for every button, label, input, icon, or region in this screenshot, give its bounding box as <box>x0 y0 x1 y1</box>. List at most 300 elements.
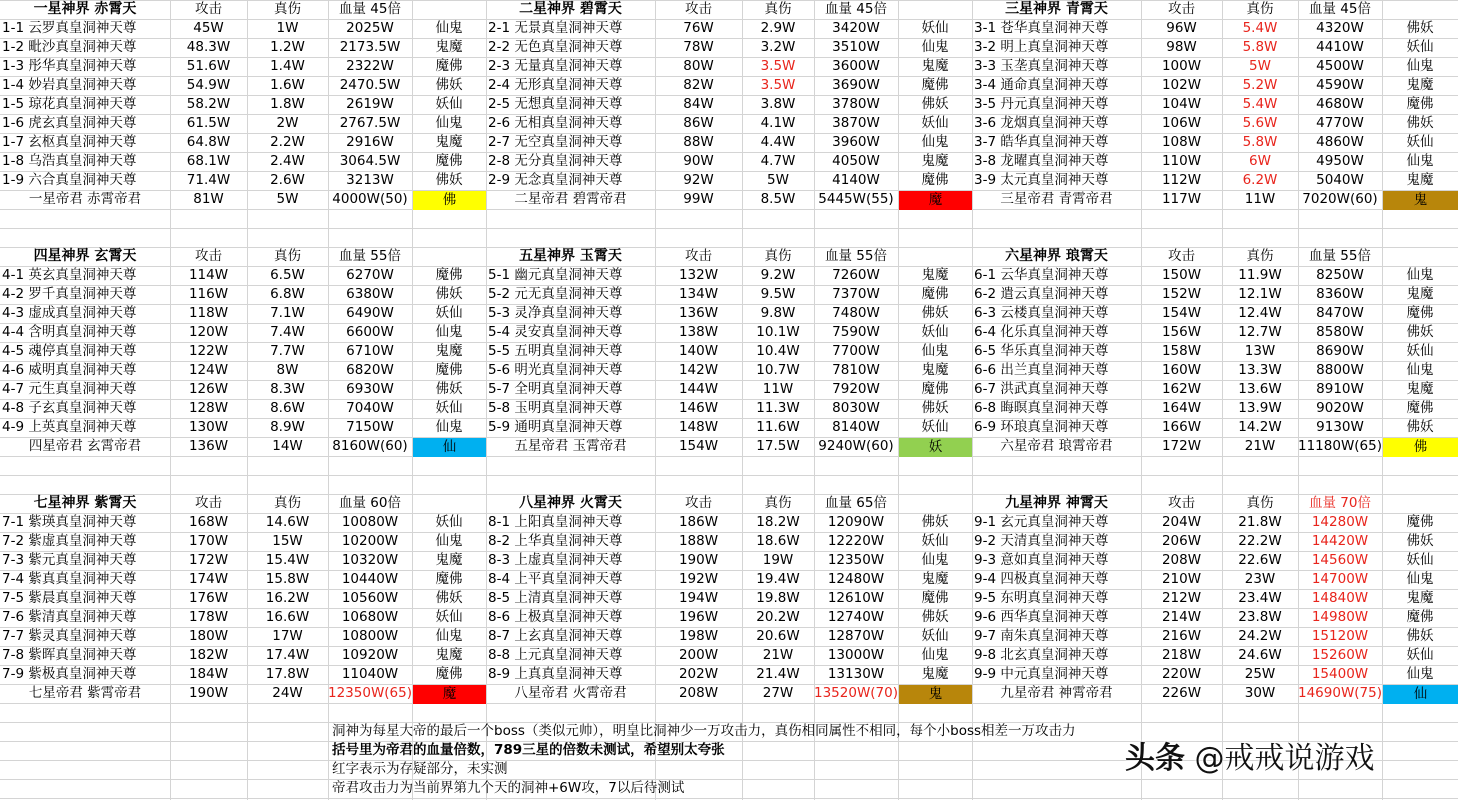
attribute-cell[interactable]: 鬼魔 <box>435 39 463 55</box>
boss-name-cell[interactable]: 5-2 元无真皇洞神天尊 <box>488 286 623 302</box>
emperor-true-damage-cell[interactable]: 17.5W <box>756 438 800 454</box>
boss-name-cell[interactable]: 8-5 上清真皇洞神天尊 <box>488 590 623 606</box>
boss-name-cell[interactable]: 7-7 紫灵真皇洞神天尊 <box>2 628 137 644</box>
hp-cell[interactable]: 8690W <box>1316 343 1364 359</box>
true-damage-cell[interactable]: 2.4W <box>270 153 305 169</box>
hp-cell[interactable]: 12740W <box>827 609 885 625</box>
attack-cell[interactable]: 158W <box>1161 343 1202 359</box>
true-damage-cell[interactable]: 16.6W <box>265 609 310 625</box>
true-damage-cell[interactable]: 13.6W <box>1238 381 1282 397</box>
true-damage-cell[interactable]: 6W <box>1249 153 1271 169</box>
attribute-cell[interactable]: 鬼魔 <box>435 134 463 150</box>
boss-name-cell[interactable]: 5-8 玉明真皇洞神天尊 <box>488 400 623 416</box>
attribute-cell[interactable]: 鬼魔 <box>1406 77 1434 93</box>
true-damage-cell[interactable]: 13.3W <box>1238 362 1282 378</box>
emperor-attack-cell[interactable]: 208W <box>678 685 719 701</box>
hp-cell[interactable]: 2916W <box>346 134 394 150</box>
hp-cell[interactable]: 12610W <box>827 590 885 606</box>
attack-cell[interactable]: 150W <box>1161 267 1202 283</box>
header-hp[interactable]: 血量 70倍 <box>1309 495 1371 511</box>
attribute-cell[interactable]: 佛妖 <box>921 305 949 321</box>
header-true-damage[interactable]: 真伤 <box>764 248 792 264</box>
attack-cell[interactable]: 110W <box>1161 153 1202 169</box>
hp-cell[interactable]: 12480W <box>827 571 885 587</box>
attack-cell[interactable]: 216W <box>1161 628 1202 644</box>
boss-name-cell[interactable]: 6-9 环琅真皇洞神天尊 <box>974 419 1109 435</box>
attack-cell[interactable]: 104W <box>1161 96 1202 112</box>
boss-name-cell[interactable]: 7-9 紫极真皇洞神天尊 <box>2 666 137 682</box>
true-damage-cell[interactable]: 17.8W <box>265 666 310 682</box>
boss-name-cell[interactable]: 9-4 四极真皇洞神天尊 <box>974 571 1109 587</box>
boss-name-cell[interactable]: 3-3 玉垄真皇洞神天尊 <box>974 58 1109 74</box>
emperor-hp-cell[interactable]: 11180W(65) <box>1298 438 1382 454</box>
attack-cell[interactable]: 180W <box>188 628 229 644</box>
hp-cell[interactable]: 4050W <box>832 153 880 169</box>
header-true-damage[interactable]: 真伤 <box>274 1 301 17</box>
attack-cell[interactable]: 212W <box>1161 590 1202 606</box>
boss-name-cell[interactable]: 2-7 无空真皇洞神天尊 <box>488 134 623 150</box>
hp-cell[interactable]: 12090W <box>827 514 885 530</box>
hp-cell[interactable]: 6270W <box>346 267 394 283</box>
boss-name-cell[interactable]: 5-5 五明真皇洞神天尊 <box>488 343 623 359</box>
boss-name-cell[interactable]: 8-4 上平真皇洞神天尊 <box>488 571 623 587</box>
attribute-cell[interactable]: 佛妖 <box>1406 324 1434 340</box>
attribute-cell[interactable]: 妖仙 <box>921 324 949 340</box>
hp-cell[interactable]: 10440W <box>341 571 399 587</box>
hp-cell[interactable]: 8140W <box>832 419 880 435</box>
true-damage-cell[interactable]: 2.9W <box>760 20 796 36</box>
true-damage-cell[interactable]: 12.4W <box>1238 305 1282 321</box>
true-damage-cell[interactable]: 15.4W <box>265 552 310 568</box>
attribute-cell[interactable]: 佛妖 <box>1406 20 1434 36</box>
attack-cell[interactable]: 78W <box>683 39 714 55</box>
attribute-cell[interactable]: 妖仙 <box>1406 343 1434 359</box>
attack-cell[interactable]: 106W <box>1161 115 1202 131</box>
emperor-true-damage-cell[interactable]: 21W <box>1244 438 1276 454</box>
true-damage-cell[interactable]: 5.8W <box>1242 134 1278 150</box>
attribute-cell[interactable]: 魔佛 <box>435 58 463 74</box>
attack-cell[interactable]: 166W <box>1161 419 1202 435</box>
attribute-cell[interactable]: 魔佛 <box>435 362 463 378</box>
emperor-name-cell[interactable]: 四星帝君 玄霄帝君 <box>28 438 142 454</box>
hp-cell[interactable]: 14700W <box>1311 571 1369 587</box>
block-title[interactable]: 九星神界 神霄天 <box>1005 495 1108 511</box>
emperor-true-damage-cell[interactable]: 27W <box>762 685 794 701</box>
header-hp[interactable]: 血量 45倍 <box>339 1 401 17</box>
attack-cell[interactable]: 61.5W <box>186 115 231 131</box>
attribute-cell[interactable]: 妖仙 <box>435 400 463 416</box>
boss-name-cell[interactable]: 3-2 明上真皇洞神天尊 <box>974 39 1109 55</box>
attack-cell[interactable]: 160W <box>1161 362 1202 378</box>
hp-cell[interactable]: 3780W <box>832 96 880 112</box>
emperor-hp-cell[interactable]: 8160W(60) <box>332 438 408 454</box>
boss-name-cell[interactable]: 3-4 通命真皇洞神天尊 <box>974 77 1109 93</box>
emperor-attribute-cell[interactable]: 妖 <box>899 438 972 457</box>
hp-cell[interactable]: 8800W <box>1316 362 1364 378</box>
attack-cell[interactable]: 172W <box>188 552 229 568</box>
attack-cell[interactable]: 198W <box>678 628 719 644</box>
hp-cell[interactable]: 2767.5W <box>339 115 401 131</box>
hp-cell[interactable]: 7370W <box>832 286 880 302</box>
true-damage-cell[interactable]: 8W <box>276 362 299 378</box>
boss-name-cell[interactable]: 4-9 上英真皇洞神天尊 <box>2 419 137 435</box>
true-damage-cell[interactable]: 22.6W <box>1238 552 1282 568</box>
boss-name-cell[interactable]: 4-1 英玄真皇洞神天尊 <box>2 267 137 283</box>
header-hp[interactable]: 血量 55倍 <box>1309 248 1371 264</box>
boss-name-cell[interactable]: 6-8 晦暝真皇洞神天尊 <box>974 400 1109 416</box>
block-title[interactable]: 三星神界 青霄天 <box>1005 1 1108 17</box>
attack-cell[interactable]: 76W <box>683 20 714 36</box>
true-damage-cell[interactable]: 14.2W <box>1238 419 1282 435</box>
boss-name-cell[interactable]: 4-5 魂停真皇洞神天尊 <box>2 343 137 359</box>
attack-cell[interactable]: 45W <box>193 20 224 36</box>
attack-cell[interactable]: 178W <box>188 609 229 625</box>
boss-name-cell[interactable]: 1-7 玄枢真皇洞神天尊 <box>2 134 137 150</box>
attack-cell[interactable]: 220W <box>1161 666 1202 682</box>
boss-name-cell[interactable]: 4-4 含明真皇洞神天尊 <box>2 324 137 340</box>
attack-cell[interactable]: 202W <box>678 666 719 682</box>
hp-cell[interactable]: 6710W <box>346 343 394 359</box>
attack-cell[interactable]: 108W <box>1161 134 1202 150</box>
attribute-cell[interactable]: 仙鬼 <box>1406 267 1434 283</box>
hp-cell[interactable]: 15400W <box>1311 666 1369 682</box>
attribute-cell[interactable]: 佛妖 <box>921 514 949 530</box>
attribute-cell[interactable]: 魔佛 <box>921 286 949 302</box>
boss-name-cell[interactable]: 9-7 南朱真皇洞神天尊 <box>974 628 1109 644</box>
true-damage-cell[interactable]: 21W <box>762 647 794 663</box>
boss-name-cell[interactable]: 2-8 无分真皇洞神天尊 <box>488 153 623 169</box>
header-true-damage[interactable]: 真伤 <box>764 495 792 511</box>
emperor-hp-cell[interactable]: 14690W(75) <box>1298 685 1382 701</box>
attribute-cell[interactable]: 仙鬼 <box>921 552 949 568</box>
header-attack[interactable]: 攻击 <box>195 495 222 511</box>
hp-cell[interactable]: 10080W <box>341 514 399 530</box>
attribute-cell[interactable]: 鬼魔 <box>921 58 949 74</box>
attribute-cell[interactable]: 鬼魔 <box>435 552 463 568</box>
true-damage-cell[interactable]: 5W <box>1249 58 1271 74</box>
header-hp[interactable]: 血量 65倍 <box>825 495 887 511</box>
header-true-damage[interactable]: 真伤 <box>274 495 301 511</box>
attribute-cell[interactable]: 佛妖 <box>1406 419 1434 435</box>
attack-cell[interactable]: 122W <box>188 343 229 359</box>
emperor-attack-cell[interactable]: 81W <box>193 191 224 207</box>
attack-cell[interactable]: 84W <box>683 96 714 112</box>
hp-cell[interactable]: 7260W <box>832 267 880 283</box>
attack-cell[interactable]: 206W <box>1161 533 1202 549</box>
header-true-damage[interactable]: 真伤 <box>1246 248 1274 264</box>
hp-cell[interactable]: 2322W <box>346 58 394 74</box>
boss-name-cell[interactable]: 3-7 皓华真皇洞神天尊 <box>974 134 1109 150</box>
boss-name-cell[interactable]: 9-2 天清真皇洞神天尊 <box>974 533 1109 549</box>
boss-name-cell[interactable]: 2-6 无相真皇洞神天尊 <box>488 115 623 131</box>
true-damage-cell[interactable]: 21.8W <box>1238 514 1282 530</box>
attribute-cell[interactable]: 魔佛 <box>921 77 949 93</box>
true-damage-cell[interactable]: 11.9W <box>1238 267 1282 283</box>
attribute-cell[interactable]: 仙鬼 <box>1406 362 1434 378</box>
attribute-cell[interactable]: 妖仙 <box>921 419 949 435</box>
header-true-damage[interactable]: 真伤 <box>1246 495 1274 511</box>
header-hp[interactable]: 血量 55倍 <box>339 248 401 264</box>
hp-cell[interactable]: 9130W <box>1316 419 1364 435</box>
true-damage-cell[interactable]: 14.6W <box>265 514 310 530</box>
block-title[interactable]: 八星神界 火霄天 <box>519 495 622 511</box>
hp-cell[interactable]: 15120W <box>1311 628 1369 644</box>
emperor-true-damage-cell[interactable]: 11W <box>1244 191 1276 207</box>
true-damage-cell[interactable]: 19.4W <box>756 571 800 587</box>
emperor-name-cell[interactable]: 一星帝君 赤霄帝君 <box>28 191 142 207</box>
block-title[interactable]: 一星神界 赤霄天 <box>33 1 137 17</box>
true-damage-cell[interactable]: 23.4W <box>1238 590 1282 606</box>
true-damage-cell[interactable]: 21.4W <box>756 666 800 682</box>
emperor-name-cell[interactable]: 二星帝君 碧霄帝君 <box>514 191 627 207</box>
boss-name-cell[interactable]: 3-8 龙曜真皇洞神天尊 <box>974 153 1109 169</box>
true-damage-cell[interactable]: 18.2W <box>756 514 800 530</box>
true-damage-cell[interactable]: 3.8W <box>760 96 796 112</box>
true-damage-cell[interactable]: 3.2W <box>760 39 796 55</box>
true-damage-cell[interactable]: 4.4W <box>760 134 796 150</box>
true-damage-cell[interactable]: 25W <box>1244 666 1276 682</box>
attack-cell[interactable]: 80W <box>683 58 714 74</box>
emperor-true-damage-cell[interactable]: 5W <box>276 191 299 207</box>
boss-name-cell[interactable]: 7-5 紫晨真皇洞神天尊 <box>2 590 137 606</box>
attribute-cell[interactable]: 仙鬼 <box>435 419 463 435</box>
emperor-hp-cell[interactable]: 13520W(70) <box>814 685 898 701</box>
true-damage-cell[interactable]: 4.1W <box>760 115 796 131</box>
attribute-cell[interactable]: 佛妖 <box>435 590 463 606</box>
true-damage-cell[interactable]: 15W <box>272 533 303 549</box>
attribute-cell[interactable]: 妖仙 <box>921 20 949 36</box>
hp-cell[interactable]: 4320W <box>1316 20 1364 36</box>
attack-cell[interactable]: 128W <box>188 400 229 416</box>
true-damage-cell[interactable]: 6.5W <box>270 267 305 283</box>
attribute-cell[interactable]: 佛妖 <box>1406 533 1434 549</box>
true-damage-cell[interactable]: 9.8W <box>760 305 796 321</box>
attribute-cell[interactable]: 妖仙 <box>435 609 463 625</box>
boss-name-cell[interactable]: 8-2 上华真皇洞神天尊 <box>488 533 623 549</box>
hp-cell[interactable]: 2025W <box>346 20 394 36</box>
boss-name-cell[interactable]: 1-9 六合真皇洞神天尊 <box>2 172 137 188</box>
true-damage-cell[interactable]: 4.7W <box>760 153 796 169</box>
attribute-cell[interactable]: 佛妖 <box>921 96 949 112</box>
attack-cell[interactable]: 184W <box>188 666 229 682</box>
boss-name-cell[interactable]: 8-9 上真真皇洞神天尊 <box>488 666 623 682</box>
hp-cell[interactable]: 3600W <box>832 58 880 74</box>
attack-cell[interactable]: 156W <box>1161 324 1202 340</box>
emperor-name-cell[interactable]: 六星帝君 琅霄帝君 <box>1000 438 1113 454</box>
attribute-cell[interactable]: 仙鬼 <box>435 324 463 340</box>
attack-cell[interactable]: 116W <box>188 286 229 302</box>
hp-cell[interactable]: 12350W <box>827 552 885 568</box>
header-true-damage[interactable]: 真伤 <box>274 248 301 264</box>
boss-name-cell[interactable]: 8-6 上极真皇洞神天尊 <box>488 609 623 625</box>
attribute-cell[interactable]: 妖仙 <box>1406 647 1434 663</box>
attack-cell[interactable]: 88W <box>683 134 714 150</box>
boss-name-cell[interactable]: 2-3 无量真皇洞神天尊 <box>488 58 623 74</box>
boss-name-cell[interactable]: 2-9 无念真皇洞神天尊 <box>488 172 623 188</box>
boss-name-cell[interactable]: 3-6 龙烟真皇洞神天尊 <box>974 115 1109 131</box>
true-damage-cell[interactable]: 8.6W <box>270 400 305 416</box>
attack-cell[interactable]: 118W <box>188 305 229 321</box>
attribute-cell[interactable]: 妖仙 <box>1406 39 1434 55</box>
boss-name-cell[interactable]: 7-3 紫元真皇洞神天尊 <box>2 552 137 568</box>
attack-cell[interactable]: 96W <box>1166 20 1197 36</box>
boss-name-cell[interactable]: 2-1 无景真皇洞神天尊 <box>488 20 623 36</box>
header-hp[interactable]: 血量 45倍 <box>1309 1 1371 17</box>
true-damage-cell[interactable]: 17W <box>272 628 303 644</box>
attribute-cell[interactable]: 仙鬼 <box>921 39 949 55</box>
boss-name-cell[interactable]: 5-4 灵安真皇洞神天尊 <box>488 324 623 340</box>
attack-cell[interactable]: 164W <box>1161 400 1202 416</box>
attack-cell[interactable]: 120W <box>188 324 229 340</box>
attribute-cell[interactable]: 仙鬼 <box>921 343 949 359</box>
emperor-attack-cell[interactable]: 190W <box>188 685 229 701</box>
attribute-cell[interactable]: 魔佛 <box>1406 96 1434 112</box>
boss-name-cell[interactable]: 3-5 丹元真皇洞神天尊 <box>974 96 1109 112</box>
boss-name-cell[interactable]: 4-6 威明真皇洞神天尊 <box>2 362 137 378</box>
attribute-cell[interactable]: 鬼魔 <box>1406 172 1434 188</box>
hp-cell[interactable]: 14560W <box>1311 552 1369 568</box>
attack-cell[interactable]: 200W <box>678 647 719 663</box>
attribute-cell[interactable]: 魔佛 <box>1406 400 1434 416</box>
true-damage-cell[interactable]: 19.8W <box>756 590 800 606</box>
hp-cell[interactable]: 13130W <box>827 666 885 682</box>
boss-name-cell[interactable]: 3-9 太元真皇洞神天尊 <box>974 172 1109 188</box>
attribute-cell[interactable]: 仙鬼 <box>435 533 463 549</box>
true-damage-cell[interactable]: 20.6W <box>756 628 800 644</box>
attack-cell[interactable]: 48.3W <box>186 39 231 55</box>
hp-cell[interactable]: 15260W <box>1311 647 1369 663</box>
attack-cell[interactable]: 182W <box>188 647 229 663</box>
emperor-hp-cell[interactable]: 12350W(65) <box>328 685 412 701</box>
boss-name-cell[interactable]: 9-6 西华真皇洞神天尊 <box>974 609 1109 625</box>
true-damage-cell[interactable]: 7.7W <box>270 343 305 359</box>
boss-name-cell[interactable]: 9-5 东明真皇洞神天尊 <box>974 590 1109 606</box>
hp-cell[interactable]: 7590W <box>832 324 880 340</box>
attack-cell[interactable]: 140W <box>678 343 719 359</box>
emperor-name-cell[interactable]: 七星帝君 紫霄帝君 <box>28 685 142 701</box>
header-true-damage[interactable]: 真伤 <box>764 1 792 17</box>
attack-cell[interactable]: 174W <box>188 571 229 587</box>
boss-name-cell[interactable]: 1-2 毗沙真皇洞神天尊 <box>2 39 137 55</box>
emperor-attack-cell[interactable]: 172W <box>1161 438 1202 454</box>
attribute-cell[interactable]: 魔佛 <box>435 571 463 587</box>
attack-cell[interactable]: 102W <box>1161 77 1202 93</box>
hp-cell[interactable]: 10800W <box>341 628 399 644</box>
boss-name-cell[interactable]: 5-6 明光真皇洞神天尊 <box>488 362 623 378</box>
boss-name-cell[interactable]: 9-9 中元真皇洞神天尊 <box>974 666 1109 682</box>
hp-cell[interactable]: 7150W <box>346 419 394 435</box>
true-damage-cell[interactable]: 8.9W <box>270 419 305 435</box>
boss-name-cell[interactable]: 8-8 上元真皇洞神天尊 <box>488 647 623 663</box>
attack-cell[interactable]: 136W <box>678 305 719 321</box>
attribute-cell[interactable]: 仙鬼 <box>1406 153 1434 169</box>
attribute-cell[interactable]: 仙鬼 <box>435 115 463 131</box>
true-damage-cell[interactable]: 10.1W <box>756 324 800 340</box>
true-damage-cell[interactable]: 19W <box>762 552 794 568</box>
true-damage-cell[interactable]: 2.6W <box>270 172 305 188</box>
attack-cell[interactable]: 148W <box>678 419 719 435</box>
attack-cell[interactable]: 194W <box>678 590 719 606</box>
boss-name-cell[interactable]: 6-2 遣云真皇洞神天尊 <box>974 286 1109 302</box>
hp-cell[interactable]: 14840W <box>1311 590 1369 606</box>
header-attack[interactable]: 攻击 <box>1168 1 1195 17</box>
boss-name-cell[interactable]: 6-1 云华真皇洞神天尊 <box>974 267 1109 283</box>
boss-name-cell[interactable]: 5-7 全明真皇洞神天尊 <box>488 381 623 397</box>
emperor-name-cell[interactable]: 五星帝君 玉霄帝君 <box>514 438 627 454</box>
hp-cell[interactable]: 8030W <box>832 400 880 416</box>
attribute-cell[interactable]: 妖仙 <box>921 115 949 131</box>
true-damage-cell[interactable]: 5.6W <box>1242 115 1278 131</box>
hp-cell[interactable]: 7920W <box>832 381 880 397</box>
attribute-cell[interactable]: 鬼魔 <box>435 647 463 663</box>
hp-cell[interactable]: 6600W <box>346 324 394 340</box>
attack-cell[interactable]: 64.8W <box>186 134 231 150</box>
attribute-cell[interactable]: 魔佛 <box>435 153 463 169</box>
boss-name-cell[interactable]: 4-8 子玄真皇洞神天尊 <box>2 400 137 416</box>
emperor-name-cell[interactable]: 三星帝君 青霄帝君 <box>1000 191 1113 207</box>
boss-name-cell[interactable]: 8-7 上玄真皇洞神天尊 <box>488 628 623 644</box>
attribute-cell[interactable]: 佛妖 <box>435 381 463 397</box>
hp-cell[interactable]: 6820W <box>346 362 394 378</box>
attack-cell[interactable]: 51.6W <box>186 58 231 74</box>
boss-name-cell[interactable]: 1-8 乌浩真皇洞神天尊 <box>2 153 137 169</box>
hp-cell[interactable]: 14420W <box>1311 533 1369 549</box>
boss-name-cell[interactable]: 7-8 紫晖真皇洞神天尊 <box>2 647 137 663</box>
boss-name-cell[interactable]: 2-2 无色真皇洞神天尊 <box>488 39 623 55</box>
emperor-attribute-cell[interactable]: 仙 <box>1383 685 1458 704</box>
hp-cell[interactable]: 3064.5W <box>339 153 401 169</box>
attribute-cell[interactable]: 佛妖 <box>435 77 463 93</box>
emperor-attribute-cell[interactable]: 鬼 <box>1383 191 1458 210</box>
hp-cell[interactable]: 4950W <box>1316 153 1364 169</box>
true-damage-cell[interactable]: 13.9W <box>1238 400 1282 416</box>
true-damage-cell[interactable]: 22.2W <box>1238 533 1282 549</box>
attribute-cell[interactable]: 妖仙 <box>921 533 949 549</box>
emperor-attack-cell[interactable]: 117W <box>1161 191 1202 207</box>
attribute-cell[interactable]: 佛妖 <box>921 400 949 416</box>
true-damage-cell[interactable]: 13W <box>1244 343 1276 359</box>
attack-cell[interactable]: 210W <box>1161 571 1202 587</box>
attack-cell[interactable]: 190W <box>678 552 719 568</box>
true-damage-cell[interactable]: 1.6W <box>270 77 305 93</box>
attribute-cell[interactable]: 仙鬼 <box>435 20 463 36</box>
attribute-cell[interactable]: 魔佛 <box>1406 514 1434 530</box>
attack-cell[interactable]: 82W <box>683 77 714 93</box>
attribute-cell[interactable]: 鬼魔 <box>435 343 463 359</box>
emperor-name-cell[interactable]: 九星帝君 神霄帝君 <box>1000 685 1113 701</box>
hp-cell[interactable]: 6930W <box>346 381 394 397</box>
boss-name-cell[interactable]: 4-2 罗千真皇洞神天尊 <box>2 286 137 302</box>
hp-cell[interactable]: 10920W <box>341 647 399 663</box>
attribute-cell[interactable]: 妖仙 <box>1406 552 1434 568</box>
attack-cell[interactable]: 176W <box>188 590 229 606</box>
emperor-hp-cell[interactable]: 9240W(60) <box>818 438 894 454</box>
attribute-cell[interactable]: 妖仙 <box>1406 134 1434 150</box>
attribute-cell[interactable]: 佛妖 <box>921 609 949 625</box>
true-damage-cell[interactable]: 18.6W <box>756 533 800 549</box>
boss-name-cell[interactable]: 8-1 上阳真皇洞神天尊 <box>488 514 623 530</box>
emperor-hp-cell[interactable]: 4000W(50) <box>332 191 408 207</box>
attribute-cell[interactable]: 仙鬼 <box>1406 666 1434 682</box>
hp-cell[interactable]: 10200W <box>341 533 399 549</box>
emperor-true-damage-cell[interactable]: 24W <box>272 685 303 701</box>
attack-cell[interactable]: 54.9W <box>186 77 231 93</box>
attribute-cell[interactable]: 佛妖 <box>1406 628 1434 644</box>
hp-cell[interactable]: 4770W <box>1316 115 1364 131</box>
emperor-hp-cell[interactable]: 7020W(60) <box>1302 191 1378 207</box>
true-damage-cell[interactable]: 5.8W <box>1242 39 1278 55</box>
true-damage-cell[interactable]: 9.2W <box>760 267 796 283</box>
